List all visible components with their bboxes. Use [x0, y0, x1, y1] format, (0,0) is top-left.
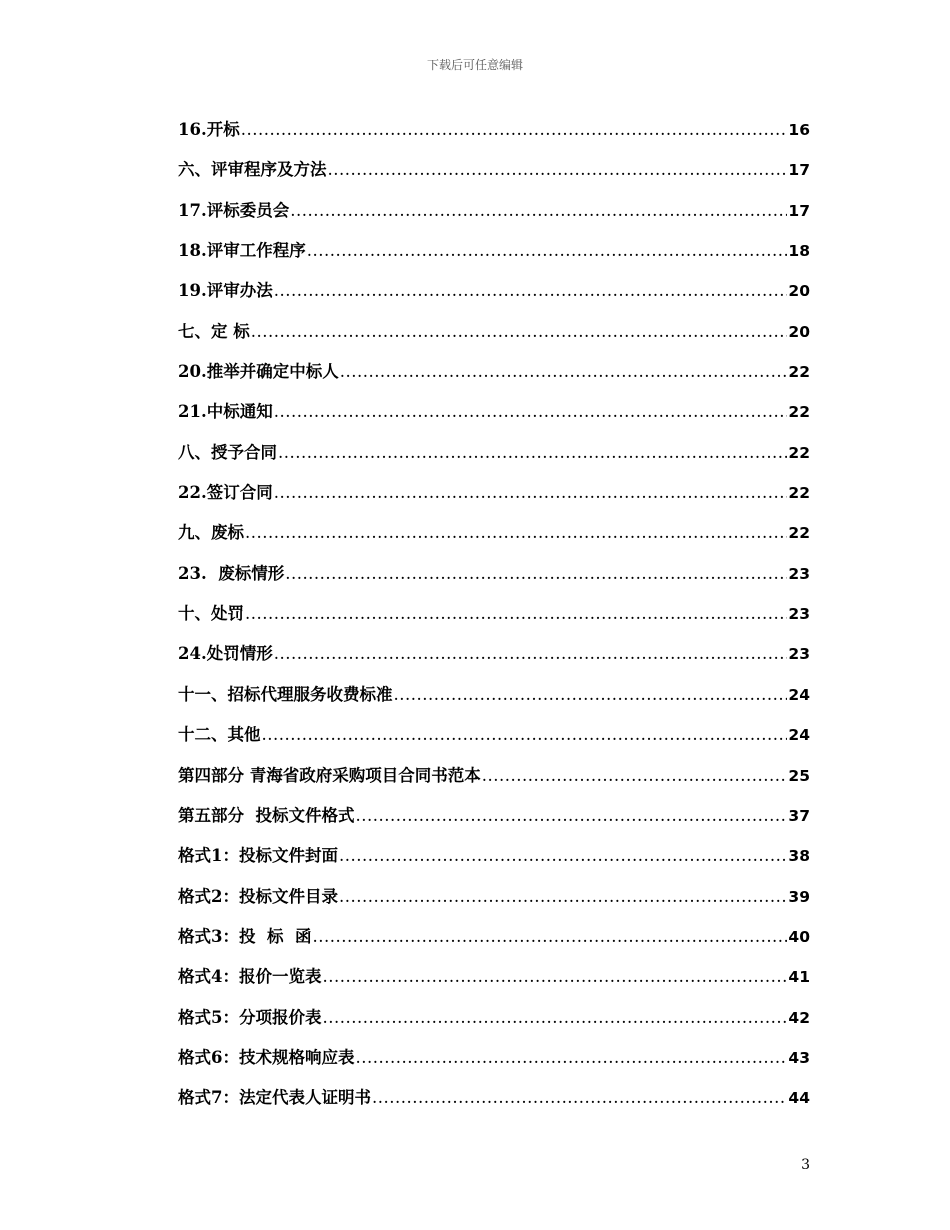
toc-dot-leader: [339, 886, 787, 908]
toc-dot-leader: [245, 522, 787, 544]
toc-entry-label: 格式2：投标文件目录: [178, 886, 338, 906]
toc-entry-page: 42: [788, 1008, 810, 1027]
toc-entry-page: 41: [788, 968, 810, 987]
toc-entry-label: 16.开标: [178, 120, 240, 139]
toc-entry-label: 19.评审办法: [178, 281, 273, 301]
toc-entry-page: 24: [788, 726, 810, 745]
toc-entry-label: 第五部分 投标文件格式: [178, 805, 355, 825]
toc-entry-label: 格式4：报价一览表: [178, 967, 322, 987]
toc-dot-leader: [274, 280, 788, 302]
toc-dot-leader: [328, 159, 788, 181]
toc-entry-page: 22: [788, 524, 810, 543]
toc-entry-page: 23: [788, 605, 810, 624]
toc-entry-page: 40: [788, 927, 810, 946]
toc-dot-leader: [274, 401, 788, 423]
toc-dot-leader: [251, 321, 788, 343]
toc-dot-leader: [322, 966, 787, 988]
toc-entry-label: 十二、其他: [178, 725, 261, 745]
toc-entry[interactable]: [178, 603, 810, 643]
toc-entry-label: 十、处罚: [178, 604, 244, 624]
toc-dot-leader: [355, 1047, 787, 1069]
toc-dot-leader: [290, 200, 787, 222]
toc-entry-page: 22: [788, 484, 810, 503]
toc-entry-label: 21.中标通知: [178, 402, 273, 422]
toc-dot-leader: [482, 765, 788, 787]
toc-entry[interactable]: [178, 926, 810, 966]
toc-entry[interactable]: [178, 482, 810, 522]
toc-entry-page: 20: [788, 282, 810, 301]
toc-entry-page: 22: [788, 363, 810, 382]
toc-entry[interactable]: [178, 321, 810, 361]
toc-entry-label: 22.签订合同: [178, 483, 273, 503]
toc-entry[interactable]: [178, 886, 810, 926]
page-header: 下载后可任意编辑: [426, 58, 523, 72]
toc-dot-leader: [307, 240, 788, 262]
toc-entry-label: 格式3：投 标 函: [178, 926, 312, 946]
toc-entry[interactable]: [178, 280, 810, 320]
toc-entry[interactable]: [178, 765, 810, 805]
toc-entry[interactable]: [178, 643, 810, 683]
toc-entry-label: 格式7：法定代表人证明书: [178, 1088, 371, 1108]
toc-dot-leader: [312, 926, 787, 948]
toc-entry-page: 17: [788, 201, 810, 220]
toc-entry-page: 20: [788, 322, 810, 341]
toc-dot-leader: [274, 482, 788, 504]
toc-entry[interactable]: [178, 845, 810, 885]
toc-dot-leader: [274, 643, 788, 665]
toc-entry[interactable]: [178, 522, 810, 562]
toc-dot-leader: [340, 361, 788, 383]
toc-entry-label: 九、废标: [178, 523, 244, 543]
toc-entry[interactable]: [178, 1047, 810, 1087]
toc-dot-leader: [322, 1007, 787, 1029]
toc-entry-page: 17: [788, 161, 810, 180]
toc-entry-page: 44: [788, 1089, 810, 1108]
toc-entry-page: 39: [788, 887, 810, 906]
toc-entry-label: 六、评审程序及方法: [178, 160, 327, 180]
toc-entry[interactable]: [178, 200, 810, 240]
toc-entry-page: 22: [788, 443, 810, 462]
toc-entry-page: 23: [788, 645, 810, 664]
toc-entry-label: 第四部分 青海省政府采购项目合同书范本: [178, 765, 481, 785]
toc-entry-label: 23. 废标情形: [178, 563, 285, 583]
toc-entry-page: 16: [788, 121, 810, 139]
toc-entry-label: 格式1：投标文件封面: [178, 846, 338, 866]
toc-dot-leader: [285, 563, 787, 585]
toc-entry-page: 23: [788, 564, 810, 583]
toc-entry-label: 十一、招标代理服务收费标准: [178, 684, 393, 704]
toc-entry-label: 七、定 标: [178, 321, 250, 341]
toc-entry[interactable]: [178, 1087, 810, 1127]
toc-entry[interactable]: [178, 401, 810, 441]
toc-entry[interactable]: [178, 119, 810, 159]
toc-entry-label: 格式6：技术规格响应表: [178, 1047, 355, 1067]
toc-entry-page: 25: [788, 766, 810, 785]
toc-entry-page: 22: [788, 403, 810, 422]
toc-entry[interactable]: [178, 805, 810, 845]
toc-entry[interactable]: [178, 240, 810, 280]
toc-dot-leader: [394, 684, 788, 706]
toc-entry-page: 43: [788, 1048, 810, 1067]
table-of-contents: [178, 119, 810, 1128]
toc-entry[interactable]: [178, 684, 810, 724]
toc-entry[interactable]: [178, 361, 810, 401]
toc-entry[interactable]: [178, 563, 810, 603]
toc-entry-page: 18: [788, 242, 810, 261]
toc-dot-leader: [339, 845, 787, 867]
toc-entry-label: 八、授予合同: [178, 442, 277, 462]
toc-dot-leader: [278, 442, 787, 464]
toc-entry[interactable]: [178, 966, 810, 1006]
toc-entry-page: 24: [788, 685, 810, 704]
toc-dot-leader: [241, 119, 788, 141]
toc-entry[interactable]: [178, 724, 810, 764]
toc-entry-label: 20.推举并确定中标人: [178, 362, 339, 382]
toc-entry-label: 17.评标委员会: [178, 200, 290, 220]
page-number: 3: [801, 1157, 810, 1173]
toc-entry-page: 37: [788, 806, 810, 825]
toc-entry[interactable]: [178, 159, 810, 199]
toc-entry-label: 24.处罚情形: [178, 644, 273, 664]
toc-dot-leader: [372, 1087, 787, 1109]
toc-entry-label: 格式5：分项报价表: [178, 1007, 322, 1027]
toc-dot-leader: [245, 603, 787, 625]
toc-entry[interactable]: [178, 442, 810, 482]
toc-entry[interactable]: [178, 1007, 810, 1047]
toc-dot-leader: [356, 805, 788, 827]
toc-entry-label: 18.评审工作程序: [178, 241, 306, 261]
toc-dot-leader: [262, 724, 788, 746]
toc-entry-page: 38: [788, 847, 810, 866]
